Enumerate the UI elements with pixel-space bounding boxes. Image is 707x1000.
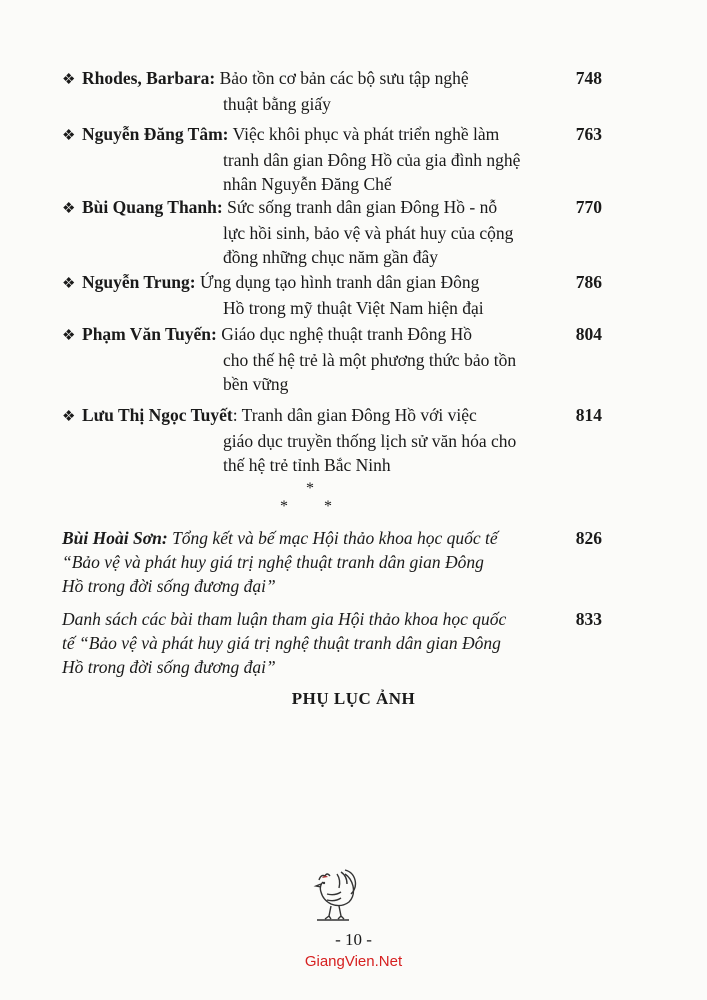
toc-title: Danh sách các bài tham luận tham gia Hội thảo khoa học quốc xyxy=(62,609,507,629)
toc-title: Bảo tồn cơ bản các bộ sưu tập nghệ xyxy=(215,68,469,88)
toc-title-continued: Hồ trong mỹ thuật Việt Nam hiện đại xyxy=(223,298,484,318)
toc-title-continued: đồng những chục năm gần đây xyxy=(223,247,439,267)
toc-author: Nguyễn Đăng Tâm: xyxy=(82,124,229,144)
toc-entry-first-line xyxy=(62,195,602,221)
toc-title: Ứng dụng tạo hình tranh dân gian Đông xyxy=(195,272,480,292)
toc-entry-closing xyxy=(62,526,602,598)
toc-title-continued: bền vững xyxy=(223,374,289,394)
diamond-bullet-icon: ❖ xyxy=(62,409,76,425)
toc-author: Phạm Văn Tuyến: xyxy=(82,324,217,344)
toc-page-number: 763 xyxy=(575,124,602,144)
toc-entry-list xyxy=(62,607,602,679)
toc-author: Nguyễn Trung: xyxy=(82,272,196,292)
toc-page-number: 770 xyxy=(575,197,602,217)
toc-entry-first-line xyxy=(62,122,602,148)
toc-entry xyxy=(62,270,602,320)
page-number: - 10 - xyxy=(335,930,372,949)
toc-title: Sức sống tranh dân gian Đông Hồ - nỗ xyxy=(222,197,498,217)
toc-entry-first-line xyxy=(62,66,602,92)
separator-star: * xyxy=(306,480,314,497)
separator-stars xyxy=(280,498,368,516)
toc-title-continued: Hồ trong đời sống đương đại” xyxy=(62,657,276,677)
toc-title-continued: cho thế hệ trẻ là một phương thức bảo tồn xyxy=(223,350,517,370)
toc-title-continued: tế “Bảo vệ và phát huy giá trị nghệ thuật tranh dân gian Đông xyxy=(62,633,501,653)
separator-star: * xyxy=(324,498,332,515)
toc-page-number: 826 xyxy=(575,528,602,548)
diamond-bullet-icon: ❖ xyxy=(62,328,76,344)
separator-star: * xyxy=(280,498,288,515)
toc-page-number: 833 xyxy=(575,609,602,629)
toc-title-continued: thế hệ trẻ tỉnh Bắc Ninh xyxy=(223,455,391,475)
toc-entry-first-line xyxy=(62,270,602,296)
diamond-bullet-icon: ❖ xyxy=(62,201,76,217)
toc-entry xyxy=(62,66,602,116)
toc-title-continued: lực hồi sinh, bảo vệ và phát huy của cộng xyxy=(223,223,514,243)
toc-title-continued: Hồ trong đời sống đương đại” xyxy=(62,576,276,596)
toc-entry-first-line xyxy=(62,322,602,348)
diamond-bullet-icon: ❖ xyxy=(62,276,76,292)
toc-title-continued: nhân Nguyễn Đăng Chế xyxy=(223,174,392,194)
toc-title-continued: “Bảo vệ và phát huy giá trị nghệ thuật tranh dân gian Đông xyxy=(62,552,484,572)
toc-title: Giáo dục nghệ thuật tranh Đông Hồ xyxy=(216,324,473,344)
toc-entry xyxy=(62,122,602,196)
toc-page-number: 786 xyxy=(575,272,602,292)
diamond-bullet-icon: ❖ xyxy=(62,72,76,88)
toc-page-number: 748 xyxy=(575,68,602,88)
toc-entry xyxy=(62,403,602,477)
toc-title-continued: thuật bằng giấy xyxy=(223,94,331,114)
toc-author: Lưu Thị Ngọc Tuyết xyxy=(82,405,233,425)
rooster-ornament-icon xyxy=(305,866,361,926)
toc-title: Tổng kết và bế mạc Hội thảo khoa học quốc tế xyxy=(167,528,498,548)
toc-author: Bùi Hoài Sơn: xyxy=(62,528,168,548)
toc-entry-first-line xyxy=(62,403,602,429)
toc-title-continued: giáo dục truyền thống lịch sử văn hóa cho xyxy=(223,431,517,451)
toc-entry-first-line xyxy=(62,526,602,550)
toc-title: Việc khôi phục và phát triển nghề làm xyxy=(228,124,500,144)
diamond-bullet-icon: ❖ xyxy=(62,128,76,144)
toc-entry xyxy=(62,322,602,396)
toc-author: Rhodes, Barbara: xyxy=(82,68,216,88)
toc-page-number: 804 xyxy=(575,324,602,344)
site-watermark: GiangVien.Net xyxy=(304,953,403,970)
toc-entry xyxy=(62,195,602,269)
toc-title-continued: tranh dân gian Đông Hồ của gia đình nghệ xyxy=(223,150,521,170)
appendix-heading: PHỤ LỤC ẢNH xyxy=(291,689,416,708)
toc-title: : Tranh dân gian Đông Hồ với việc xyxy=(232,405,477,425)
toc-page-number: 814 xyxy=(575,405,602,425)
toc-author: Bùi Quang Thanh: xyxy=(82,197,223,217)
